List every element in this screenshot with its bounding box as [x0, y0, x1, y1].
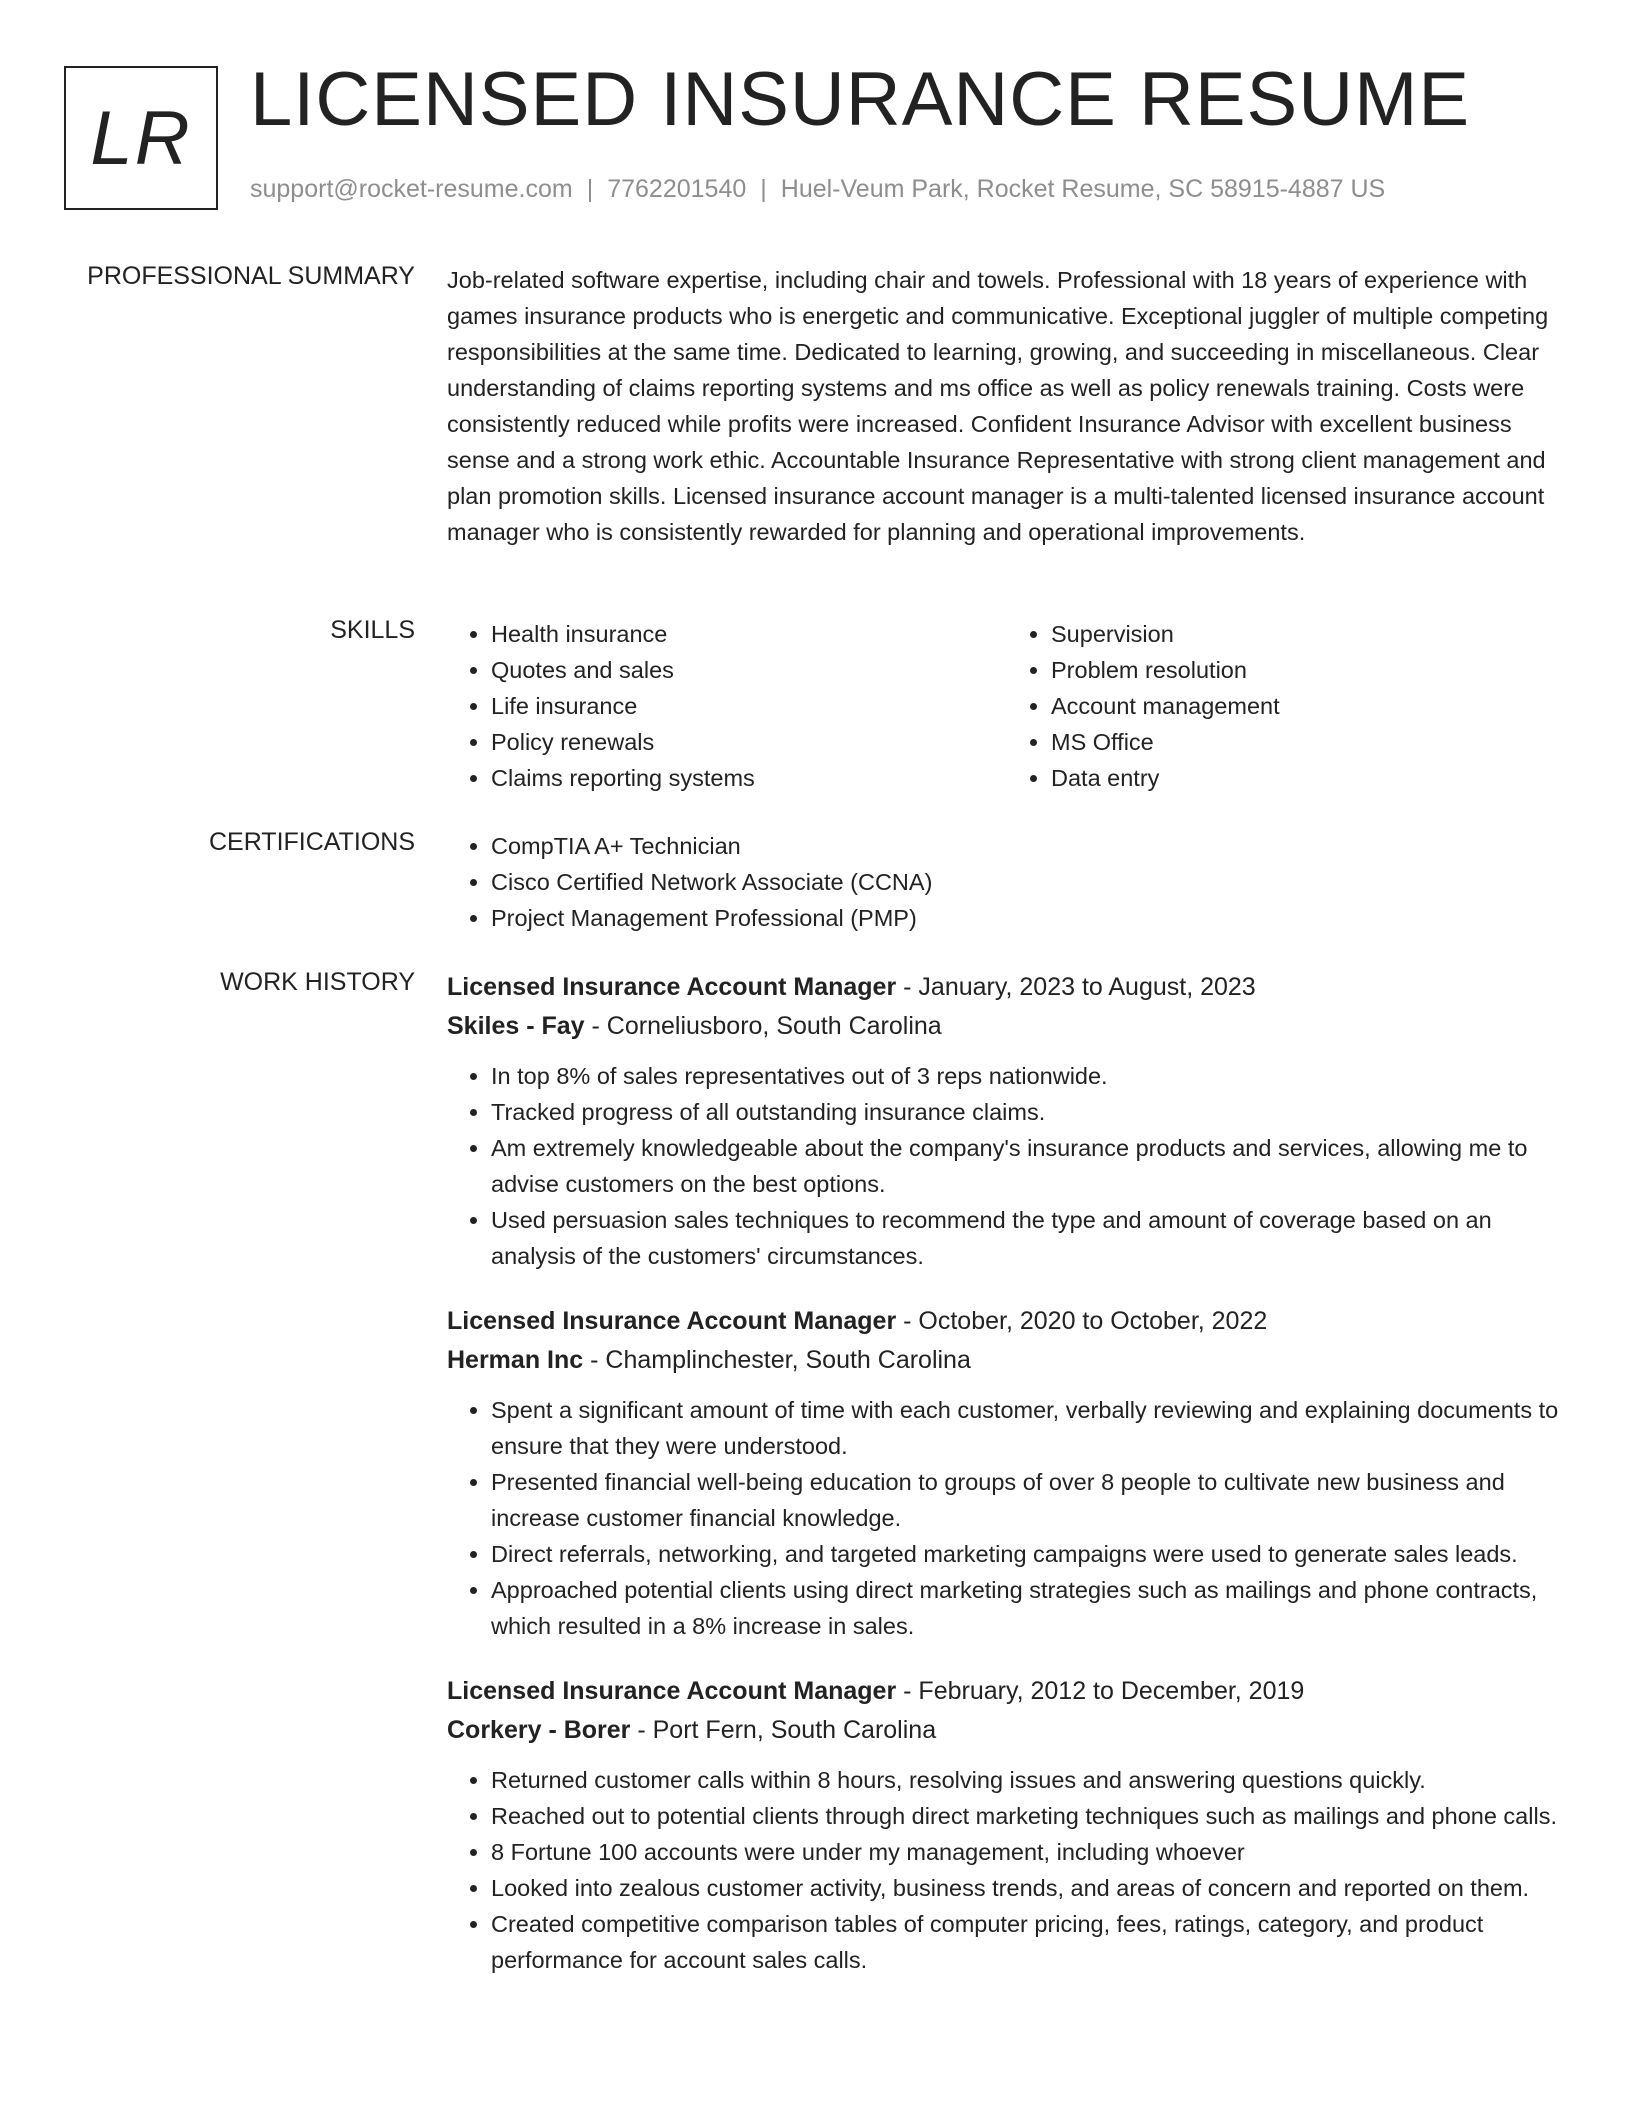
- job-title: Licensed Insurance Account Manager: [447, 973, 897, 1001]
- job-bullets: [447, 1058, 1567, 1274]
- job-bullet: • Returned customer calls within 8 hours, resolving issues and answering questions quickly.: [491, 1762, 1567, 1798]
- job-bullet: • Looked into zealous customer activity, business trends, and areas of concern and reported on them.: [491, 1870, 1567, 1906]
- job-dates: - February, 2012 to December, 2019: [896, 1677, 1305, 1705]
- job-dates: - October, 2020 to October, 2022: [896, 1307, 1268, 1335]
- job-bullet: • 8 Fortune 100 accounts were under my management, including whoever: [491, 1834, 1567, 1870]
- skill-item: • Health insurance: [491, 616, 1007, 652]
- job-title: Licensed Insurance Account Manager: [447, 1677, 897, 1705]
- job-bullets: [447, 1762, 1567, 1978]
- certifications-list: [447, 828, 1567, 936]
- job-bullet: • Am extremely knowledgeable about the company's insurance products and services, allowing me to advise customers on the best options.: [491, 1130, 1567, 1202]
- skill-item: • Claims reporting systems: [491, 760, 1007, 796]
- section-label-skills: SKILLS: [330, 616, 415, 644]
- job-title-line: [447, 1672, 1567, 1711]
- skill-item: • Quotes and sales: [491, 652, 1007, 688]
- section-label-certifications: CERTIFICATIONS: [208, 828, 415, 856]
- contact-line: [250, 175, 1385, 204]
- job-location: - Port Fern, South Carolina: [630, 1716, 937, 1744]
- job-bullets: [447, 1392, 1567, 1644]
- job-entry: [447, 1672, 1567, 1978]
- job-bullet: • Used persuasion sales techniques to recommend the type and amount of coverage based on an analysis of the customers' circumstances.: [491, 1202, 1567, 1274]
- section-label-work-history: WORK HISTORY: [220, 968, 415, 996]
- skill-item: • Account management: [1051, 688, 1567, 724]
- skill-item: • Policy renewals: [491, 724, 1007, 760]
- job-bullet: • Presented financial well-being education to groups of over 8 people to cultivate new business and increase customer financial knowledge.: [491, 1464, 1567, 1536]
- job-bullet: • In top 8% of sales representatives out of 3 reps nationwide.: [491, 1058, 1567, 1094]
- job-company-line: [447, 1711, 1567, 1750]
- certification-item: • Project Management Professional (PMP): [491, 900, 1567, 936]
- contact-email[interactable]: support@rocket-resume.com: [250, 175, 573, 203]
- skill-item: • Problem resolution: [1051, 652, 1567, 688]
- job-location: - Corneliusboro, South Carolina: [584, 1012, 942, 1040]
- contact-phone[interactable]: 7762201540: [607, 175, 747, 203]
- certification-item: • Cisco Certified Network Associate (CCNA): [491, 864, 1567, 900]
- contact-separator: |: [586, 175, 594, 203]
- contact-separator: |: [760, 175, 767, 203]
- job-bullet: • Approached potential clients using direct marketing strategies such as mailings and phone contracts, which resulted in a 8% increase in sales.: [491, 1572, 1567, 1644]
- monogram-logo: LR: [64, 66, 218, 210]
- certification-item: • CompTIA A+ Technician: [491, 828, 1567, 864]
- skill-item: • Data entry: [1051, 760, 1567, 796]
- job-bullet: • Created competitive comparison tables of computer pricing, fees, ratings, category, and product performance for account sales calls.: [491, 1906, 1567, 1978]
- job-company-line: [447, 1007, 1567, 1046]
- skill-item: • Supervision: [1051, 616, 1567, 652]
- job-entry: [447, 968, 1567, 1274]
- job-company: Skiles - Fay: [447, 1012, 585, 1040]
- job-bullet: • Reached out to potential clients through direct marketing techniques such as mailings and phone calls.: [491, 1798, 1567, 1834]
- summary-text: Job-related software expertise, including chair and towels. Professional with 18 years of experience with games insurance products who is energetic and communicative. Exceptional juggler of multiple competing responsibilities at the same time. Dedicated to learning, growing, and succeeding in miscellaneous. Clear understanding of claims reporting systems and ms office as well as policy renewals training. Costs were consistently reduced while profits were increased. Confident Insurance Advisor with excellent business sense and a strong work ethic. Accountable Insurance Representative with strong client management and plan promotion skills. Licensed insurance account manager is a multi-talented licensed insurance account manager who is consistently rewarded for planning and operational improvements.: [447, 267, 1549, 545]
- job-location: - Champlinchester, South Carolina: [583, 1346, 971, 1374]
- section-label-summary: PROFESSIONAL SUMMARY: [87, 262, 415, 290]
- job-bullet: • Direct referrals, networking, and targeted marketing campaigns were used to generate sales leads.: [491, 1536, 1567, 1572]
- resume-title: LICENSED INSURANCE RESUME: [250, 57, 1471, 142]
- job-title-line: [447, 968, 1567, 1007]
- contact-address: Huel-Veum Park, Rocket Resume, SC 58915-4887 US: [780, 175, 1386, 203]
- job-bullet: • Tracked progress of all outstanding insurance claims.: [491, 1094, 1567, 1130]
- job-title-line: [447, 1302, 1567, 1341]
- job-company: Corkery - Borer: [447, 1716, 631, 1744]
- job-company-line: [447, 1341, 1567, 1380]
- job-title: Licensed Insurance Account Manager: [447, 1307, 897, 1335]
- skill-item: • Life insurance: [491, 688, 1007, 724]
- job-company: Herman Inc: [447, 1346, 584, 1374]
- job-dates: - January, 2023 to August, 2023: [896, 973, 1256, 1001]
- job-entry: [447, 1302, 1567, 1644]
- skills-list-right: [1007, 616, 1567, 796]
- job-bullet: • Spent a significant amount of time with each customer, verbally reviewing and explaining documents to ensure that they were understood.: [491, 1392, 1567, 1464]
- skill-item: • MS Office: [1051, 724, 1567, 760]
- skills-list-left: [447, 616, 1007, 796]
